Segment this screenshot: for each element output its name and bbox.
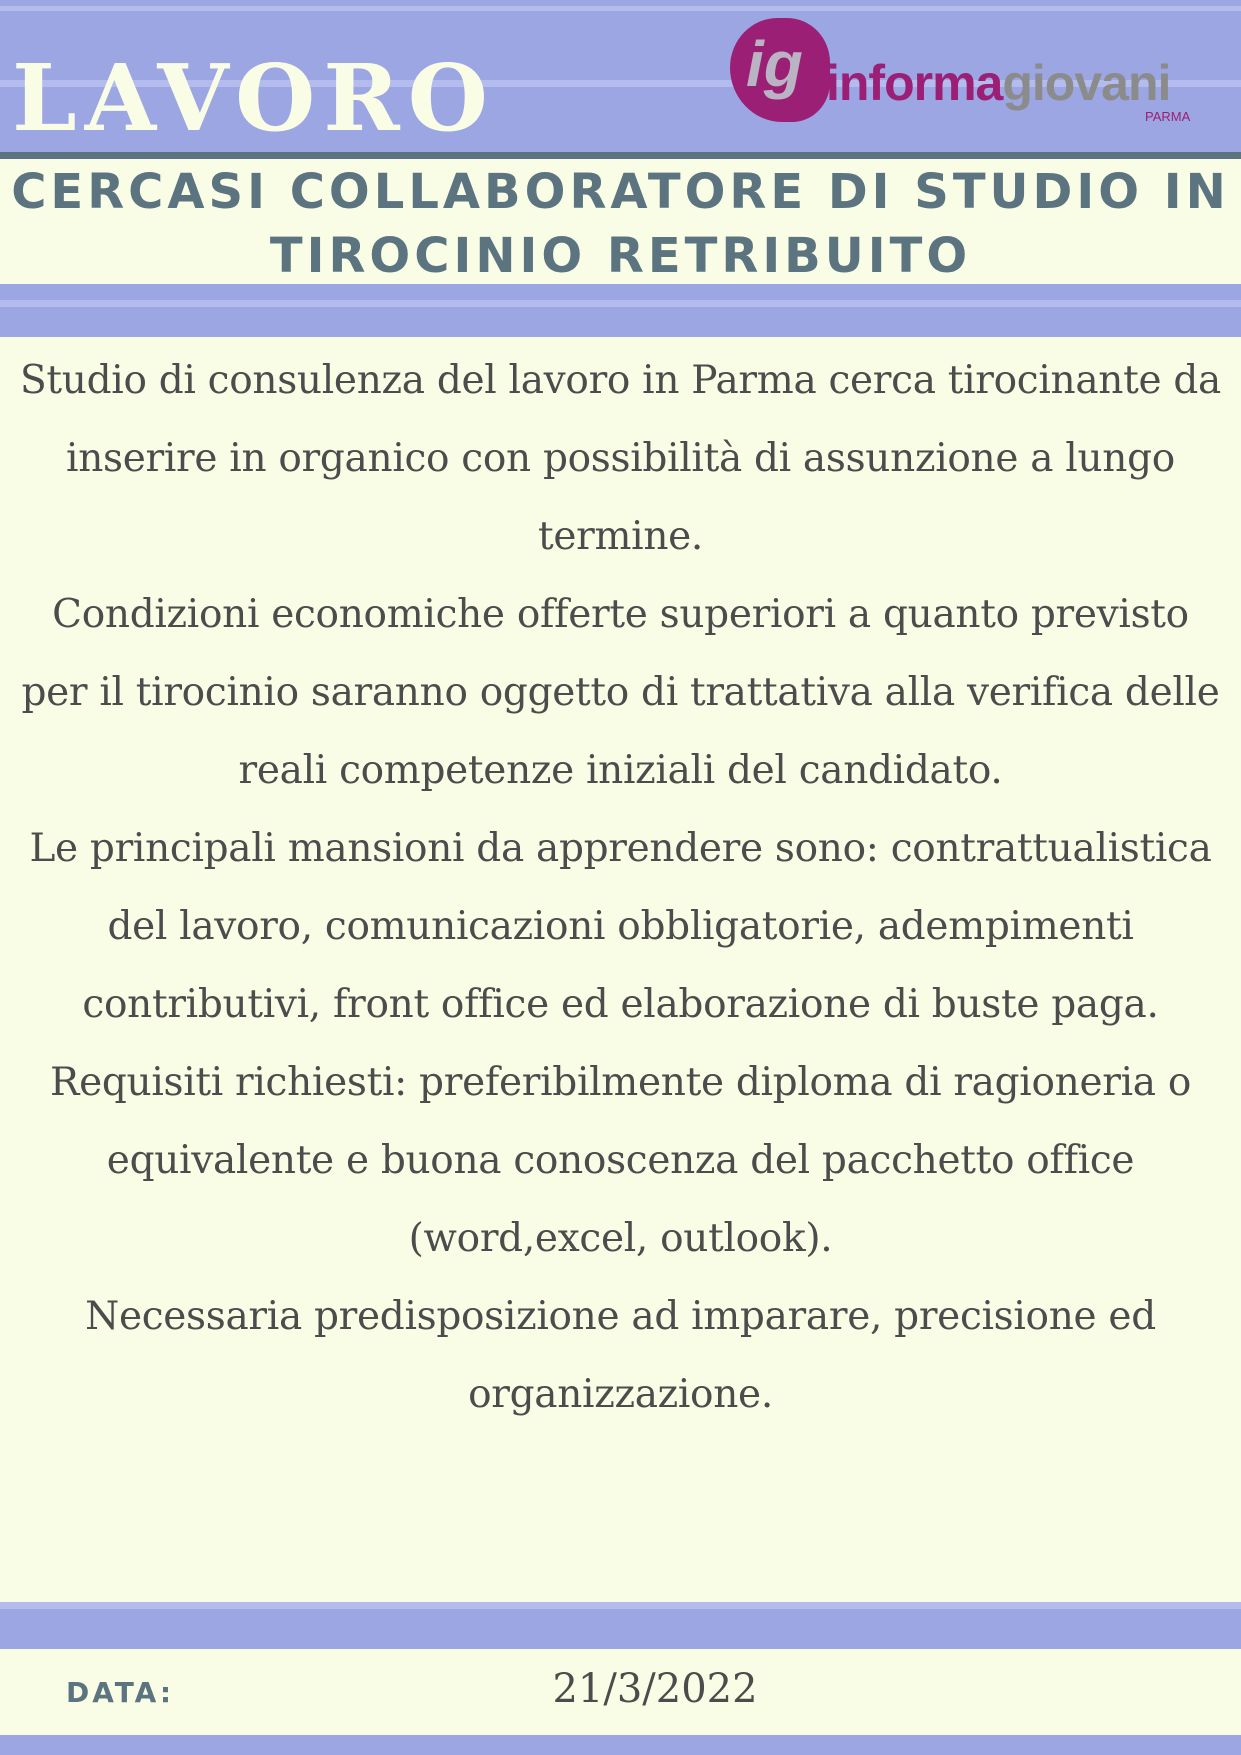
description-paragraph: Le principali mansioni da apprendere sono: contrattualistica del lavoro, comunicazioni obbligatorie, adempimenti contributivi, front office ed elaborazione di buste paga.: [29, 826, 1212, 1027]
footer-divider-stripe: [0, 1602, 1241, 1609]
category-heading: LAVORO: [12, 44, 496, 152]
job-title: CERCASI COLLABORATORE DI STUDIO IN TIROCINIO RETRIBUITO: [11, 164, 1230, 284]
description-paragraph: Necessaria predisposizione ad imparare, precisione ed organizzazione.: [85, 1294, 1156, 1417]
logo-word-giovani: giovani: [1002, 55, 1171, 111]
logo-wordmark: [826, 55, 1171, 111]
date-value: 21/3/2022: [552, 1666, 758, 1712]
header-band: [0, 0, 1241, 153]
header-stripe: [0, 6, 1241, 11]
description-paragraph: Condizioni economiche offerte superiori a quanto previsto per il tirocinio saranno oggetto di trattativa alla verifica delle reali competenze iniziali del candidato.: [21, 592, 1220, 793]
logo-mark-letters: ig: [746, 28, 803, 100]
logo-mark: [730, 18, 830, 122]
date-label: DATA:: [66, 1676, 175, 1709]
footer-divider-band: [0, 1602, 1241, 1649]
header-rule: [0, 152, 1241, 159]
informagiovani-logo: [730, 14, 1200, 124]
description-paragraph: Requisiti richiesti: preferibilmente diploma di ragioneria o equivalente e buona conoscenza del pacchetto office (word,excel, outlook).: [50, 1060, 1191, 1261]
job-description: [14, 342, 1227, 1434]
bottom-band: [0, 1735, 1241, 1755]
logo-subtitle: PARMA: [1145, 109, 1191, 124]
description-paragraph: Studio di consulenza del lavoro in Parma cerca tirocinante da inserire in organico con possibilità di assunzione a lungo termine.: [20, 358, 1221, 559]
divider-band: [0, 284, 1241, 337]
logo-word-informa: informa: [826, 55, 1003, 111]
divider-stripe: [0, 300, 1241, 307]
